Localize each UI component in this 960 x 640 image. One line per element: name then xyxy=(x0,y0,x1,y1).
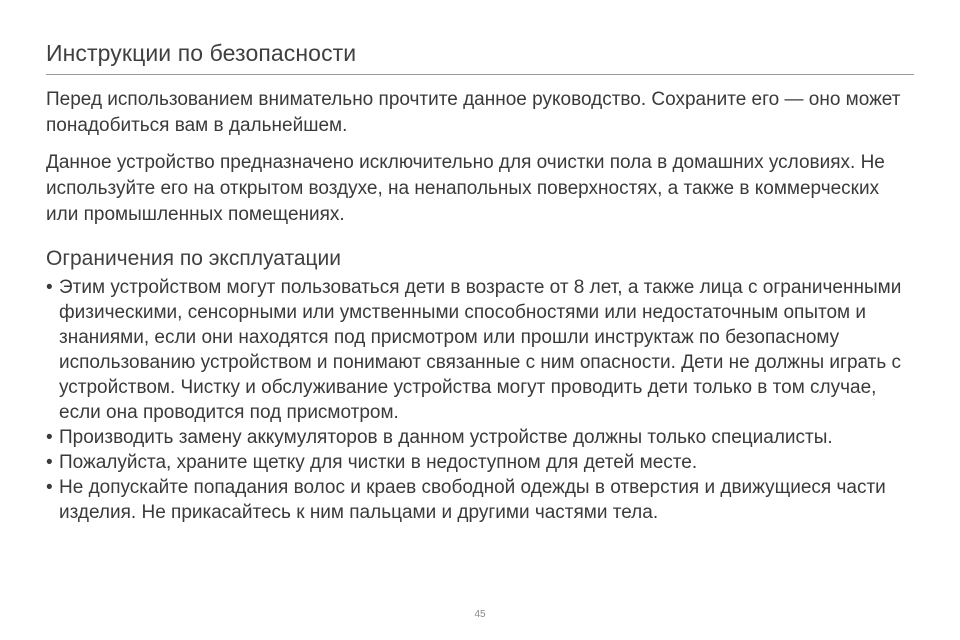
bullet-icon: • xyxy=(46,452,53,473)
document-page xyxy=(46,40,914,525)
title-divider xyxy=(46,74,914,75)
list-item xyxy=(46,450,914,475)
list-item-text: Производить замену аккумуляторов в данном устройстве должны только специалисты. xyxy=(59,427,833,448)
intro-paragraph-2: Данное устройство предназначено исключительно для очистки пола в домашних условиях. Не используйте его на открытом воздухе, на ненапольных поверхностях, а также в коммерческих или промышленных помещениях. xyxy=(46,152,885,225)
list-item-text: Этим устройством могут пользоваться дети в возрасте от 8 лет, а также лица с ограниченными физическими, сенсорными или умственными способностями или недостаточным опытом и знаниями, если они находятся под присмотром или прошли инструктаж по безопасному использованию устройством и понимают связанные с ним опасности. Дети не должны играть с устройством. Чистку и обслуживание устройства могут проводить дети только в том случае, если она проводится под присмотром. xyxy=(59,277,902,423)
list-item xyxy=(46,425,914,450)
bullet-icon: • xyxy=(46,427,53,448)
list-item xyxy=(46,475,914,525)
section-heading: Ограничения по эксплуатации xyxy=(46,247,342,270)
bullet-icon: • xyxy=(46,477,53,498)
page-number: 45 xyxy=(474,609,486,620)
list-item-text: Пожалуйста, храните щетку для чистки в недоступном для детей месте. xyxy=(59,452,698,473)
list-item-text: Не допускайте попадания волос и краев свободной одежды в отверстия и движущиеся части изделия. Не прикасайтесь к ним пальцами и другими частями тела. xyxy=(59,477,886,523)
list-item xyxy=(46,275,914,425)
page-title: Инструкции по безопасности xyxy=(46,40,357,66)
intro-paragraph-1: Перед использованием внимательно прочтите данное руководство. Сохраните его — оно может понадобиться вам в дальнейшем. xyxy=(46,89,901,136)
restrictions-list xyxy=(46,275,914,525)
bullet-icon: • xyxy=(46,277,53,298)
